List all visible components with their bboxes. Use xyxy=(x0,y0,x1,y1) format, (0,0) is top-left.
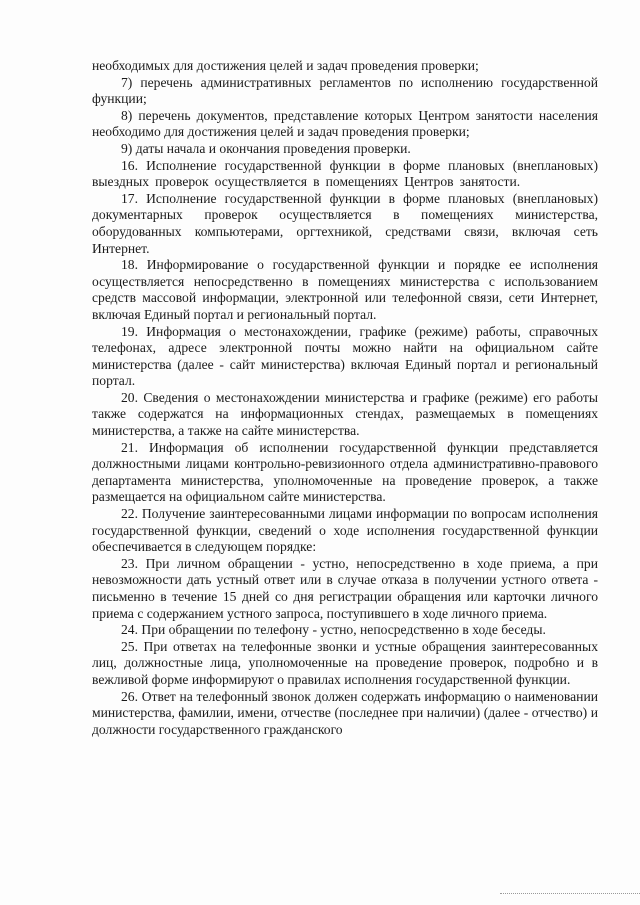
scan-edge-mark xyxy=(500,893,640,898)
paragraph-18: 18. Информирование о государственной функции и порядке ее исполнения осуществляется непосредственно в помещениях министерства с использованием средств массовой информации, электронной или телефонной связи, сети Интернет, включая Единый портал и региональный портал. xyxy=(92,257,598,322)
paragraph-item-7: 7) перечень административных регламентов по исполнению государственной функции; xyxy=(92,74,598,107)
paragraph-17: 17. Исполнение государственной функции в форме плановых (внеплановых) документарных проверок осуществляется в помещениях министерства, оборудованных компьютерами, оргтехникой, средствами связи, включая сеть Интернет. xyxy=(92,190,598,256)
paragraph-item-9: 9) даты начала и окончания проведения проверки. xyxy=(121,140,411,156)
paragraph-item-8: 8) перечень документов, представление которых Центром занятости населения необходимо для достижения целей и задач проведения проверки; xyxy=(92,107,598,140)
paragraph-24: 24. При обращении по телефону - устно, непосредственно в ходе беседы. xyxy=(121,622,546,638)
paragraph-16: 16. Исполнение государственной функции в форме плановых (внеплановых) выездных проверок осуществляется в помещениях Центров занятости. xyxy=(92,157,598,190)
paragraph-23: 23. При личном обращении - устно, непосредственно в ходе приема, а при невозможности дать устный ответ или в случае отказа в получении устного ответа - письменно в течение 15 дней со дня регистрации обращения или карточки личного приема с содержанием устного запроса, поступившего в ходе личного приема. xyxy=(92,555,598,621)
paragraph-continuation: необходимых для достижения целей и задач проведения проверки; xyxy=(92,58,479,73)
paragraph-20: 20. Сведения о местонахождении министерства и графике (режиме) его работы также содержатся на информационных стендах, размещаемых в помещениях министерства, а также на сайте министерства. xyxy=(92,389,598,439)
paragraph-22: 22. Получение заинтересованными лицами информации по вопросам исполнения государственной функции, сведений о ходе исполнения государственной функции обеспечивается в следующем порядке: xyxy=(92,506,598,555)
document-body xyxy=(92,58,598,738)
paragraph-19: 19. Информация о местонахождении, графике (режиме) работы, справочных телефонах, адресе электронной почты можно найти на официальном сайте министерства (далее - сайт министерства) включая Единый портал и региональный портал. xyxy=(92,323,598,389)
paragraph-21: 21. Информация об исполнении государственной функции представляется должностными лицами контрольно-ревизионного отдела административно-правового департамента министерства, уполномоченные на проведение проверок, а также размещается на официальном сайте министерства. xyxy=(92,439,598,505)
paragraph-26: 26. Ответ на телефонный звонок должен содержать информацию о наименовании министерства, фамилии, имени, отчестве (последнее при наличии) (далее - отчество) и должности государственного гражданского xyxy=(92,688,598,737)
paragraph-25: 25. При ответах на телефонные звонки и устные обращения заинтересованных лиц, должностные лица, уполномоченные на проведение проверок, подробно и в вежливой форме информируют о правилах исполнения государственной функции. xyxy=(92,638,598,687)
